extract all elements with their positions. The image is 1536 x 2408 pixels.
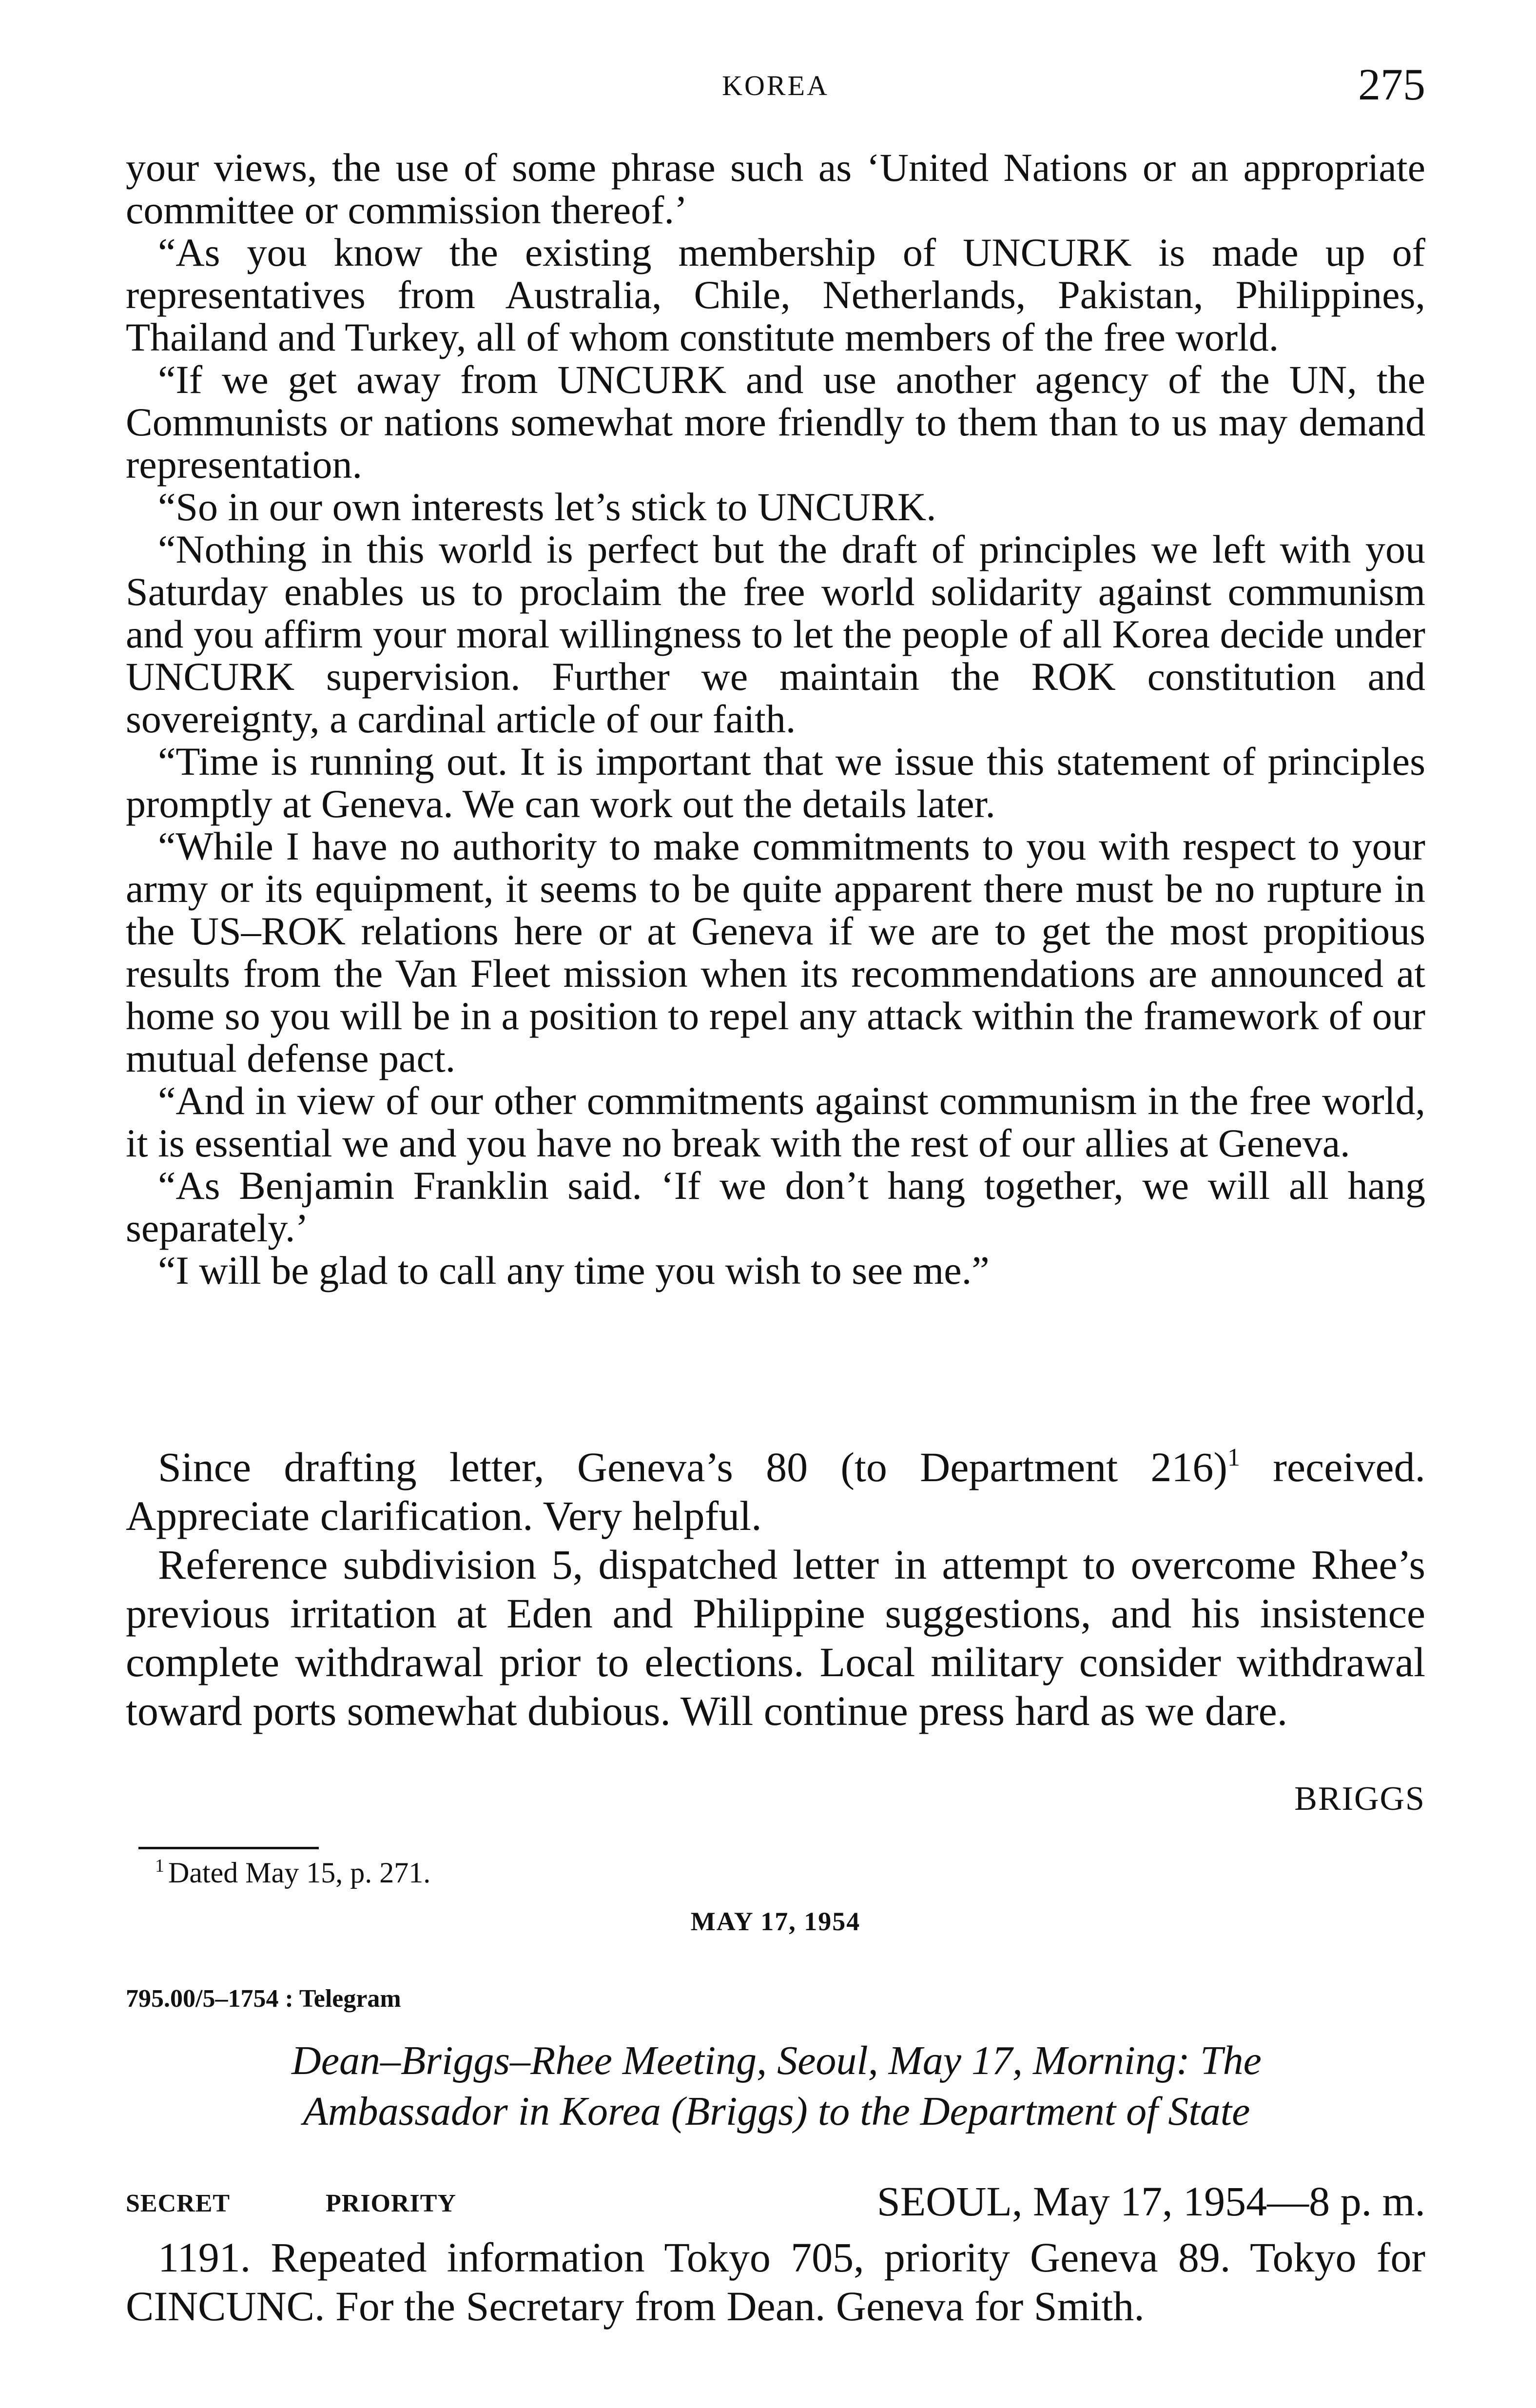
footnote-rule (138, 1847, 319, 1849)
document-title-line: Dean–Briggs–Rhee Meeting, Seoul, May 17, Morning: The (292, 2038, 1262, 2083)
footnote-reference: 1 (1227, 1444, 1241, 1471)
quote-paragraph: “Nothing in this world is perfect but the draft of principles we left with you Saturday enables us to proclaim the free world solidarity against communism and you affirm your moral willingness to let the people of all Korea decide under UNCURK supervision. Further we maintain the ROK constitution and sovereignty, a cardinal article of our faith. (126, 527, 1425, 741)
telegram-body (126, 1433, 1425, 1735)
body-paragraph (126, 1433, 1425, 1540)
quoted-letter (126, 146, 1425, 1292)
document-title (155, 2036, 1398, 2137)
quote-paragraph: “Time is running out. It is important that we issue this statement of principles promptly at Geneva. We can work out the details later. (126, 739, 1425, 826)
quote-paragraph: “If we get away from UNCURK and use another agency of the UN, the Communists or nations somewhat more friendly to them than to us may demand representation. (126, 357, 1425, 487)
classification-line (126, 2177, 1425, 2226)
footnote-text: Dated May 15, p. 271. (168, 1857, 431, 1889)
running-head: KOREA (722, 70, 829, 101)
quote-paragraph: “So in our own interests let’s stick to UNCURK. (158, 485, 936, 529)
body-text: received. Appreciate clarification. Very helpful. (126, 1444, 1426, 1539)
document-title-line: Ambassador in Korea (Briggs) to the Department of State (303, 2089, 1250, 2134)
date-heading: MAY 17, 1954 (690, 1907, 861, 1936)
page-header (126, 59, 1425, 112)
telegram-text (126, 2233, 1425, 2330)
dateline: SEOUL, May 17, 1954—8 p. m. (876, 2178, 1425, 2225)
body-paragraph: Reference subdivision 5, dispatched letter in attempt to overcome Rhee’s previous irritation at Eden and Philippine suggestions, and his insistence complete withdrawal prior to elections. Local military consider withdrawal toward ports somewhat dubious. Will continue press hard as we dare. (126, 1541, 1425, 1734)
precedence-marking: PRIORITY (326, 2190, 457, 2217)
quote-paragraph: your views, the use of some phrase such as ‘United Nations or an appropriate committee or commission thereof.’ (126, 145, 1425, 232)
page-number: 275 (1358, 59, 1425, 109)
file-reference: 795.00/5–1754 : Telegram (126, 1985, 401, 2013)
body-text: Since drafting letter, Geneva’s 80 (to Department 216) (158, 1444, 1228, 1490)
footnote-marker: 1 (155, 1856, 164, 1876)
quote-paragraph: “I will be glad to call any time you wish to see me.” (158, 1248, 990, 1292)
signature: BRIGGS (1294, 1780, 1425, 1818)
security-classification: SECRET (126, 2190, 231, 2217)
quote-paragraph: “And in view of our other commitments against communism in the free world, it is essential we and you have no break with the rest of our allies at Geneva. (126, 1078, 1425, 1165)
body-paragraph: 1191. Repeated information Tokyo 705, priority Geneva 89. Tokyo for CINCUNC. For the Secretary from Dean. Geneva for Smith. (126, 2234, 1425, 2330)
quote-paragraph: “As you know the existing membership of UNCURK is made up of representatives from Australia, Chile, Netherlands, Pakistan, Philippines, Thailand and Turkey, all of whom constitute members of the free world. (126, 230, 1425, 359)
footnote (155, 1855, 430, 1890)
quote-paragraph: “As Benjamin Franklin said. ‘If we don’t hang together, we will all hang separately.’ (126, 1163, 1425, 1250)
quote-paragraph: “While I have no authority to make commitments to you with respect to your army or its equipment, it seems to be quite apparent there must be no rupture in the US–ROK relations here or at Geneva if we are to get the most propitious results from the Van Fleet mission when its recommendations are announced at home so you will be in a position to repel any attack within the framework of our mutual defense pact. (126, 824, 1425, 1080)
